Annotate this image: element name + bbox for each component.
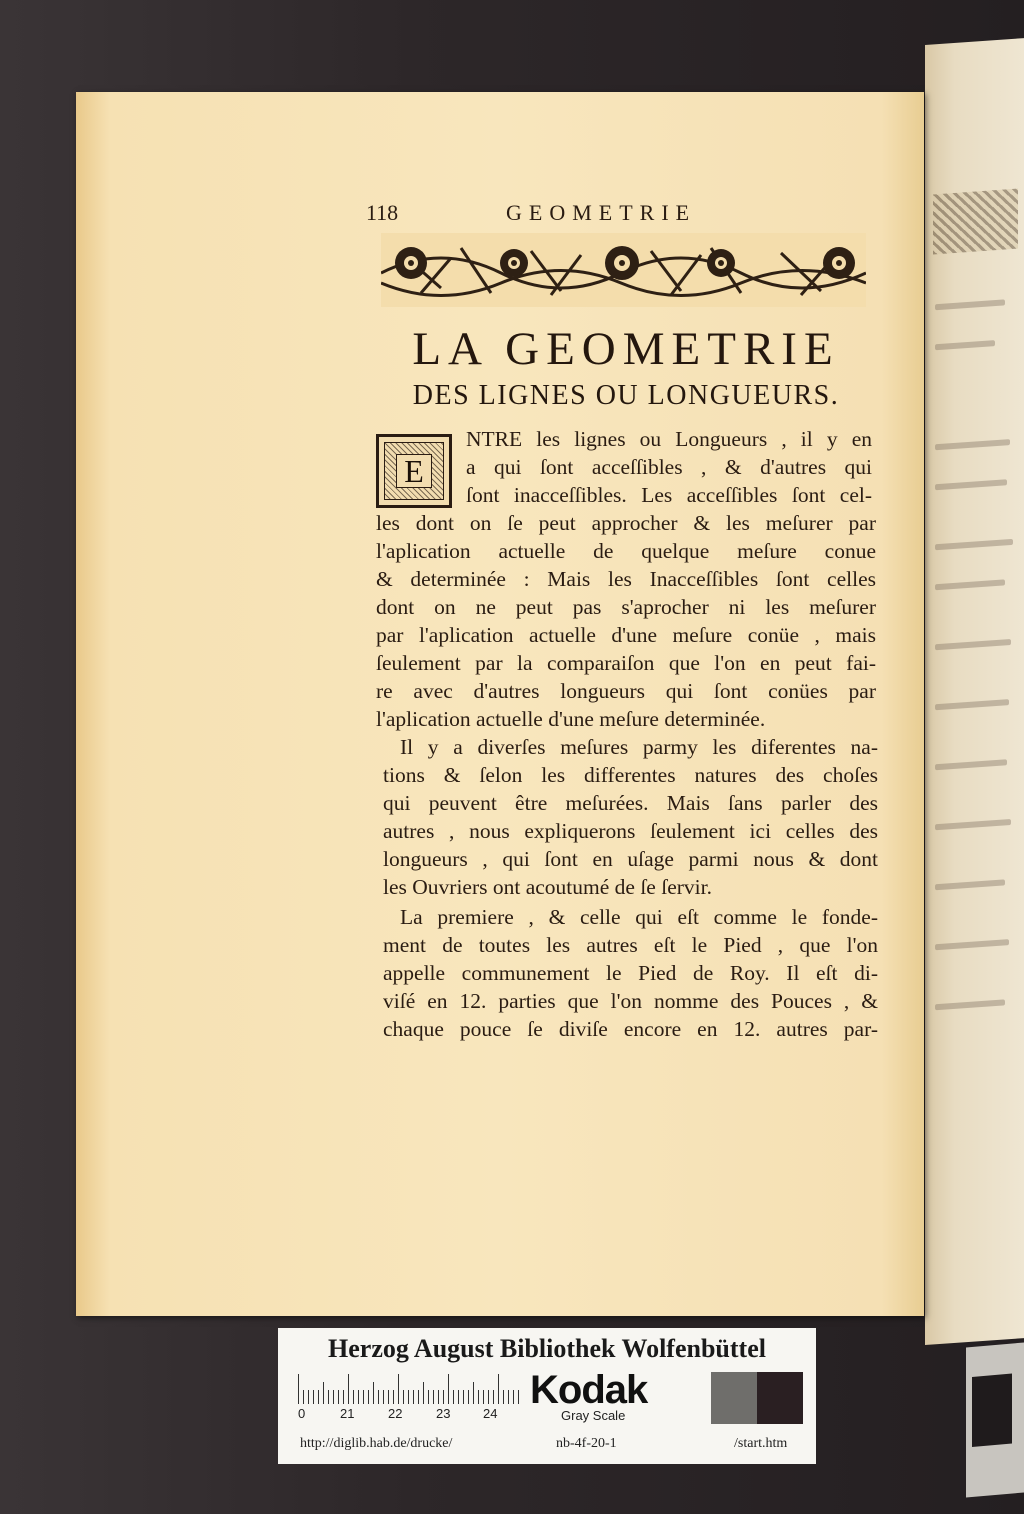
text-line: NTRE les lignes ou Longueurs , il y en <box>466 427 872 451</box>
text-line: autres , nous expliquerons ſeulement ici celles des <box>383 819 878 843</box>
ruler-tick <box>388 1390 389 1404</box>
facing-page-text <box>935 879 1005 890</box>
ruler-tick <box>298 1374 299 1404</box>
ruler-tick <box>403 1390 404 1404</box>
ruler-tick <box>318 1390 319 1404</box>
facing-page-text <box>935 299 1005 310</box>
ruler-tick <box>478 1390 479 1404</box>
ruler-tick <box>448 1374 449 1404</box>
dark-swatch <box>757 1372 803 1424</box>
ruler-tick <box>423 1382 424 1404</box>
chapter-subtitle: DES LIGNES OU LONGUEURS. <box>412 380 840 411</box>
facing-page-ornament <box>933 188 1018 254</box>
ruler-tick <box>483 1390 484 1404</box>
ruler-tick <box>383 1390 384 1404</box>
ruler-tick <box>393 1390 394 1404</box>
running-title: GEOMETRIE <box>506 200 697 225</box>
facing-page-text <box>935 999 1005 1010</box>
ruler-tick <box>418 1390 419 1404</box>
drop-cap <box>376 434 452 508</box>
ruler-number: 24 <box>483 1406 498 1421</box>
ruler-tick <box>378 1390 379 1404</box>
ruler-tick <box>348 1374 349 1404</box>
ruler-tick <box>323 1382 324 1404</box>
ruler-tick <box>458 1390 459 1404</box>
text-line: tions & ſelon les differentes natures des choſes <box>383 763 878 787</box>
text-line: appelle communement le Pied de Roy. Il eſt di- <box>383 961 878 985</box>
text-line: re avec d'autres longueurs qui ſont conües par <box>376 679 876 703</box>
chapter-title: LA GEOMETRIE <box>412 323 840 375</box>
library-name: Herzog August Bibliothek Wolfenbüttel <box>328 1334 766 1363</box>
ruler-tick <box>303 1390 304 1404</box>
ruler-tick <box>373 1382 374 1404</box>
secondary-label-swatch <box>972 1374 1012 1447</box>
ruler-tick <box>463 1390 464 1404</box>
ruler-tick <box>328 1390 329 1404</box>
text-line: & determinée : Mais les Inacceſſibles ſont celles <box>376 567 876 591</box>
ruler-tick <box>353 1390 354 1404</box>
text-line: Il y a diverſes meſures parmy les diferentes na- <box>400 735 878 759</box>
text-line: par l'aplication actuelle d'une meſure conüe , mais <box>376 623 876 647</box>
ruler-number: 21 <box>340 1406 355 1421</box>
ruler-tick <box>433 1390 434 1404</box>
facing-page <box>925 38 1024 1345</box>
url-suffix: /start.htm <box>734 1436 788 1451</box>
floral-ornament-icon <box>381 233 866 307</box>
ruler-tick <box>508 1390 509 1404</box>
facing-page-text <box>935 699 1009 710</box>
text-line: viſé en 12. parties que l'on nomme des Pouces , & <box>383 989 878 1013</box>
secondary-label <box>966 1342 1024 1497</box>
library-label <box>278 1328 816 1464</box>
ruler-tick <box>453 1390 454 1404</box>
running-head <box>366 200 886 230</box>
text-line: La premiere , & celle qui eſt comme le fonde- <box>400 905 878 929</box>
ruler-tick <box>473 1382 474 1404</box>
ruler-tick <box>408 1390 409 1404</box>
ruler-tick <box>333 1390 334 1404</box>
facing-page-text <box>935 939 1009 950</box>
facing-page-text <box>935 639 1011 650</box>
text-line: ment de toutes les autres eſt le Pied , que l'on <box>383 933 878 957</box>
text-line: a qui ſont acceſſibles , & d'autres qui <box>466 455 872 479</box>
ruler-tick <box>438 1390 439 1404</box>
text-line: qui peuvent être meſurées. Mais ſans parler des <box>383 791 878 815</box>
ruler-tick <box>308 1390 309 1404</box>
ruler-tick <box>443 1390 444 1404</box>
ruler-number: 0 <box>298 1406 306 1421</box>
ruler-tick <box>343 1390 344 1404</box>
page-number: 118 <box>366 200 399 225</box>
facing-page-text <box>935 439 1010 450</box>
text-line: les Ouvriers ont acoutumé de ſe ſervir. <box>383 875 712 899</box>
gray-scale-caption: Gray Scale <box>561 1408 626 1423</box>
facing-page-text <box>935 479 1007 490</box>
ruler-scale <box>298 1374 522 1404</box>
ruler-tick <box>503 1390 504 1404</box>
text-line: les dont on ſe peut approcher & les meſurer par <box>376 511 876 535</box>
facing-page-text <box>935 759 1007 770</box>
gray-swatch <box>711 1372 757 1424</box>
facing-page-text <box>935 579 1005 590</box>
text-line: chaque pouce ſe diviſe encore en 12. autres par- <box>383 1017 878 1041</box>
ruler-tick <box>498 1374 499 1404</box>
text-line: ſont inacceſſibles. Les acceſſibles ſont cel- <box>466 483 872 507</box>
ruler-tick <box>358 1390 359 1404</box>
ruler-tick <box>398 1374 399 1404</box>
text-line: l'aplication actuelle de quelque meſure conue <box>376 539 876 563</box>
url-base: http://diglib.hab.de/drucke/ <box>300 1436 453 1451</box>
kodak-logo: Kodak <box>530 1368 648 1412</box>
ruler-tick <box>468 1390 469 1404</box>
ruler-tick <box>493 1390 494 1404</box>
facing-page-text <box>935 539 1013 550</box>
url-id: nb-4f-20-1 <box>556 1436 617 1451</box>
ruler-tick <box>428 1390 429 1404</box>
ruler-tick <box>488 1390 489 1404</box>
facing-page-text <box>935 819 1011 830</box>
ruler-number: 23 <box>436 1406 451 1421</box>
drop-cap-letter: E <box>396 454 432 488</box>
ruler-tick <box>413 1390 414 1404</box>
ruler-number: 22 <box>388 1406 403 1421</box>
text-line: dont on ne peut pas s'aprocher ni les meſurer <box>376 595 876 619</box>
ruler-tick <box>513 1390 514 1404</box>
ruler-tick <box>338 1390 339 1404</box>
ruler-tick <box>313 1390 314 1404</box>
text-line: l'aplication actuelle d'une meſure determinée. <box>376 707 766 731</box>
text-line: ſeulement par la comparaiſon que l'on en peut fai- <box>376 651 876 675</box>
text-line: longueurs , qui ſont en uſage parmi nous & dont <box>383 847 878 871</box>
ruler-tick <box>368 1390 369 1404</box>
ruler-tick <box>363 1390 364 1404</box>
facing-page-text <box>935 340 995 350</box>
ruler-tick <box>518 1390 519 1404</box>
